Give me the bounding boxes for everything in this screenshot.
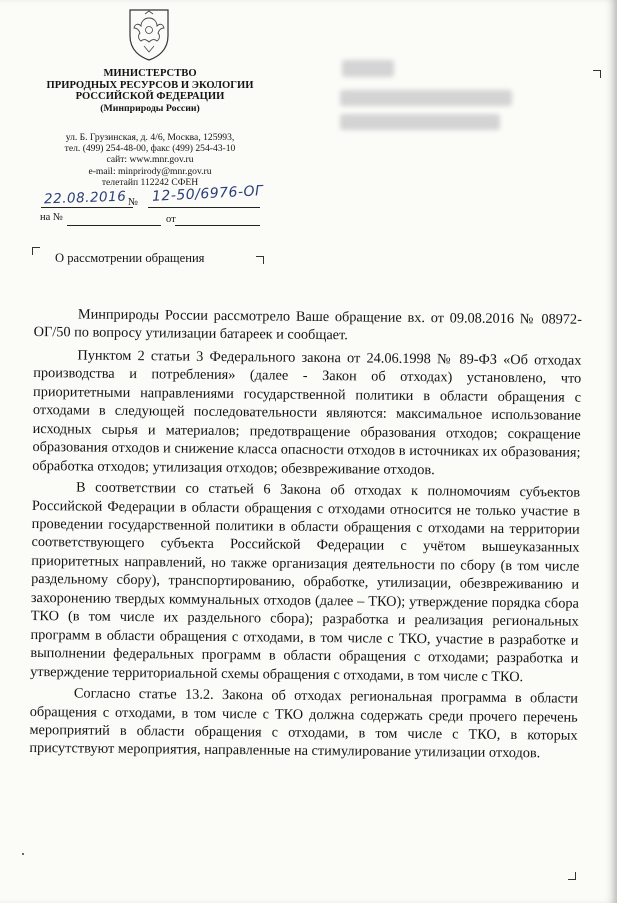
org-line-3: РОССИЙСКОЙ ФЕДЕРАЦИИ	[75, 91, 225, 103]
letter-subject: О рассмотрении обращения	[55, 251, 205, 265]
body-paragraph: Согласно статье 13.2. Закона об отходах региональная программа в области обращения с отходами, в том числе с ТКО должна содержать среди прочего перечень мероприятий в области обращения с отходами, в том числе с ТКО, в которых присутствуют мероприятия, направленные на стимулирование утилизации отходов.	[29, 685, 578, 762]
subject-corner-right	[256, 256, 264, 264]
handwritten-date: 22.08.2016	[43, 188, 127, 208]
ministry-contacts	[46, 132, 254, 188]
coat-of-arms-emblem	[126, 6, 172, 62]
address-line: ул. Б. Грузинская, д. 4/6, Москва, 125993,	[65, 132, 235, 143]
body-paragraph: В соответствии со статьей 6 Закона об отходах к полномочиям субъектов Российской Федерации в области обращения с отходами относится не только участие в проведении государственной политики в области обращения с отходами на территории соответствующего субъекта Российской Федерации с учётом вышеуказанных приоритетных направлений, но также организация деятельности по сбору (в том числе раздельному сбору), транспортированию, обработке, утилизации, обезвреживанию и захоронению твердых коммунальных отходов (далее – ТКО); утверждение порядка сбора ТКО (в том числе их раздельного сбора); разработка и реализация региональных программ в области обращения с отходами, в том числе с ТКО, участие в разработке и выполнении федеральных программ в области обращения с отходами; разработка и утверждение территориальной схемы обращения с отходами, в том числе с ТКО.	[30, 479, 581, 685]
email-line: e-mail: minprirody@mnr.gov.ru	[88, 165, 212, 177]
page-corner-mark	[568, 872, 576, 880]
reference-number-underline	[67, 225, 161, 226]
redacted-addressee-line	[340, 90, 512, 106]
scan-speck	[22, 853, 24, 855]
org-line-4: (Минприроды России)	[100, 102, 200, 114]
reference-date-underline	[175, 225, 260, 226]
teletype-line: телетайп 112242 СФЕН	[101, 176, 199, 188]
letter-body	[29, 305, 582, 767]
addressee-corner-mark	[593, 70, 601, 78]
redacted-addressee-line	[340, 114, 500, 130]
ministry-name	[38, 68, 262, 114]
date-underline	[41, 207, 133, 208]
phone-line: тел. (499) 254-48-00, факс (499) 254-43-10	[64, 143, 236, 155]
handwritten-number: 12-50/6976-ОГ	[151, 183, 264, 205]
subject-corner-left	[32, 247, 40, 255]
org-line-1: МИНИСТЕРСТВО	[103, 68, 197, 79]
redacted-addressee-name	[342, 60, 394, 77]
number-label: №	[128, 197, 139, 208]
reference-number-label: на №	[40, 212, 63, 223]
site-line: сайт: www.mnr.gov.ru	[106, 154, 194, 166]
number-underline	[148, 207, 260, 208]
body-paragraph: Минприроды России рассмотрело Ваше обращение вх. от 09.08.2016 № 08972-ОГ/50 по вопросу утилизации батареек и сообщает.	[33, 306, 582, 344]
org-line-2: ПРИРОДНЫХ РЕСУРСОВ И ЭКОЛОГИИ	[46, 79, 254, 91]
reference-date-label: от	[166, 214, 176, 225]
body-paragraph: Пунктом 2 статьи 3 Федерального закона от 24.06.1998 № 89-ФЗ «Об отходах производства и потребления» (далее - Закон об отходах) установлено, что приоритетными направлениями государственной политики в области обращения с отходами в следующей последовательности являются: максимальное использование исходных сырья и материалов; предотвращение образования отходов; сокращение образования отходов и снижение класса опасности отходов в источниках их образования; обработка отходов; утилизация отходов; обезвреживание отходов.	[32, 347, 582, 478]
